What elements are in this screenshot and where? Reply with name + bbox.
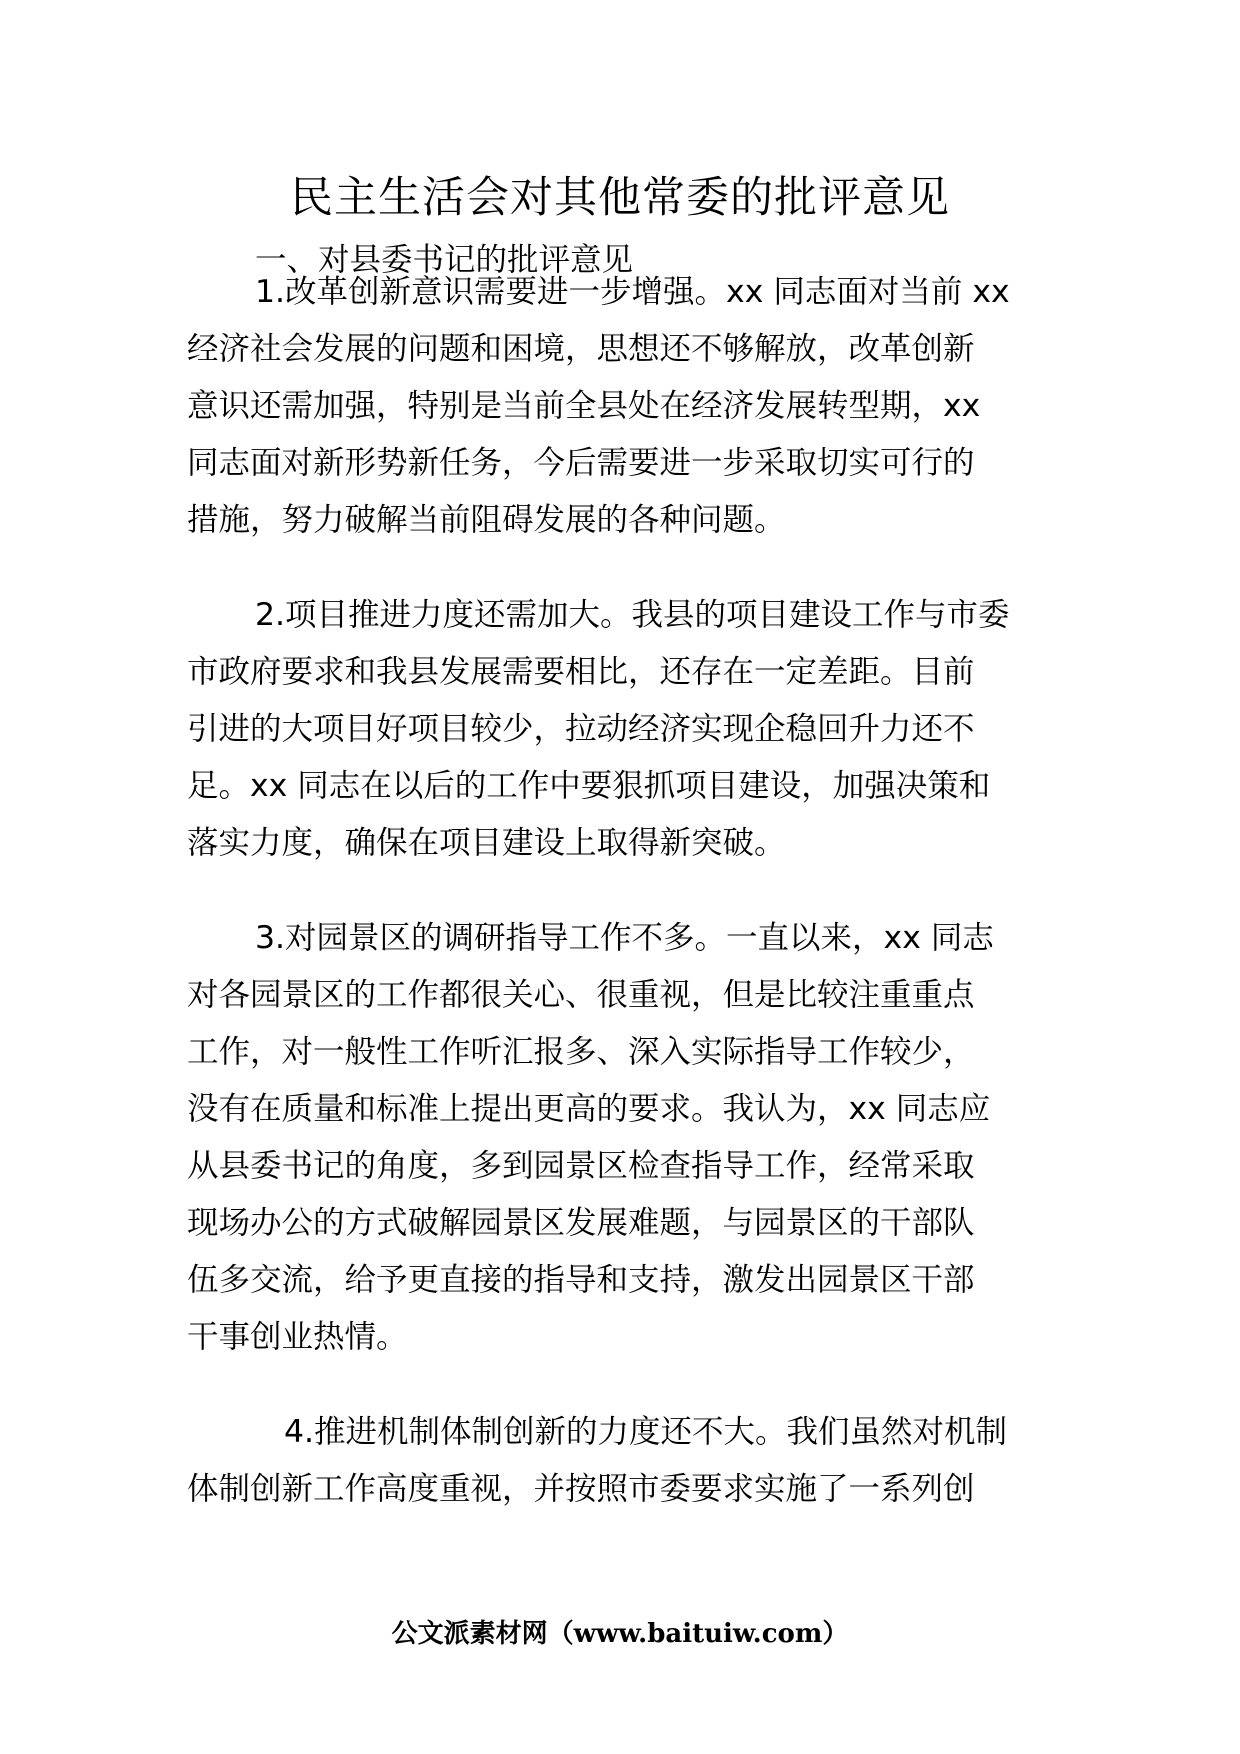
section-heading: 一、对县委书记的批评意见 <box>255 242 634 278</box>
body-line: 4.推进机制体制创新的力度还不大。我们虽然对机制 <box>284 1414 1008 1450</box>
body-line: 工作，对一般性工作听汇报多、深入实际指导工作较少， <box>187 1034 975 1070</box>
body-line: 引进的大项目好项目较少，拉动经济实现企稳回升力还不 <box>187 711 975 747</box>
body-line: 市政府要求和我县发展需要相比，还存在一定差距。目前 <box>187 654 975 690</box>
body-line: 伍多交流，给予更直接的指导和支持，激发出园景区干部 <box>187 1262 975 1298</box>
body-line: 足。xx 同志在以后的工作中要狠抓项目建设，加强决策和 <box>187 768 991 804</box>
body-line: 同志面对新形势新任务，今后需要进一步采取切实可行的 <box>187 445 975 481</box>
document-title: 民主生活会对其他常委的批评意见 <box>290 173 950 223</box>
body-line: 现场办公的方式破解园景区发展难题，与园景区的干部队 <box>187 1205 975 1241</box>
body-line: 没有在质量和标准上提出更高的要求。我认为，xx 同志应 <box>187 1091 991 1127</box>
body-line: 从县委书记的角度，多到园景区检查指导工作，经常采取 <box>187 1148 975 1184</box>
body-line: 1.改革创新意识需要进一步增强。xx 同志面对当前 xx <box>255 274 1010 310</box>
body-line: 落实力度，确保在项目建设上取得新突破。 <box>187 825 786 861</box>
body-line: 3.对园景区的调研指导工作不多。一直以来，xx 同志 <box>255 920 994 956</box>
body-line: 意识还需加强，特别是当前全县处在经济发展转型期，xx <box>187 388 981 424</box>
body-line: 措施，努力破解当前阻碍发展的各种问题。 <box>187 502 786 538</box>
body-line: 经济社会发展的问题和困境，思想还不够解放，改革创新 <box>187 331 975 367</box>
body-line: 2.项目推进力度还需加大。我县的项目建设工作与市委 <box>255 597 1010 633</box>
body-line: 干事创业热情。 <box>187 1319 408 1355</box>
body-line: 体制创新工作高度重视，并按照市委要求实施了一系列创 <box>187 1471 975 1507</box>
body-line: 对各园景区的工作都很关心、很重视，但是比较注重重点 <box>187 977 975 1013</box>
footer-watermark: 公文派素材网（www.baituiw.com） <box>391 1619 849 1649</box>
